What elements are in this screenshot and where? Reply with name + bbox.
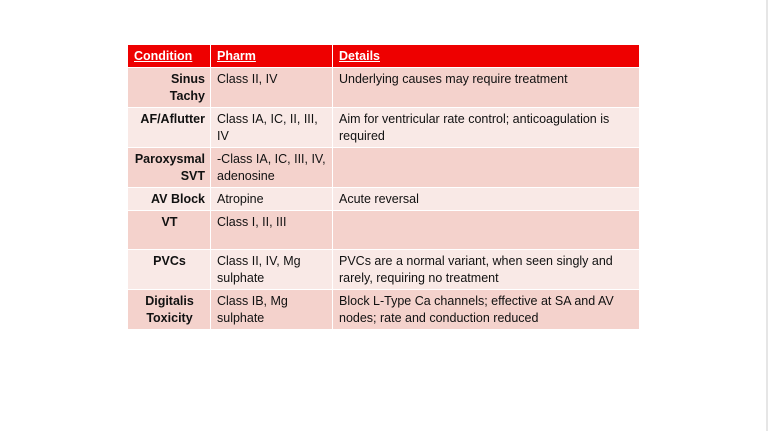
details-cell: Acute reversal <box>333 188 639 211</box>
table-row <box>128 211 639 250</box>
details-cell: PVCs are a normal variant, when seen singly and rarely, requiring no treatment <box>333 250 639 290</box>
pharm-cell: Atropine <box>211 188 333 211</box>
condition-cell: PVCs <box>128 250 211 290</box>
header-condition: Condition <box>128 45 211 68</box>
arrhythmia-table <box>128 45 639 330</box>
details-cell: Underlying causes may require treatment <box>333 68 639 108</box>
condition-cell: VT <box>128 211 211 250</box>
table-row <box>128 250 639 290</box>
condition-cell: Digitalis Toxicity <box>128 290 211 330</box>
condition-cell: AF/Aflutter <box>128 108 211 148</box>
pharm-cell: Class I, II, III <box>211 211 333 250</box>
pharm-cell: Class II, IV <box>211 68 333 108</box>
table-row <box>128 108 639 148</box>
condition-cell: Sinus Tachy <box>128 68 211 108</box>
table-row <box>128 188 639 211</box>
details-cell: Block L-Type Ca channels; effective at SA and AV nodes; rate and conduction reduced <box>333 290 639 330</box>
header-details: Details <box>333 45 639 68</box>
condition-cell: Paroxysmal SVT <box>128 148 211 188</box>
condition-cell: AV Block <box>128 188 211 211</box>
header-pharm: Pharm <box>211 45 333 68</box>
table-row <box>128 68 639 108</box>
pharm-cell: -Class IA, IC, III, IV, adenosine <box>211 148 333 188</box>
details-cell <box>333 148 639 188</box>
details-cell <box>333 211 639 250</box>
details-cell: Aim for ventricular rate control; anticoagulation is required <box>333 108 639 148</box>
table-row <box>128 148 639 188</box>
table-header-row <box>128 45 639 68</box>
pharm-cell: Class IA, IC, II, III, IV <box>211 108 333 148</box>
table-row <box>128 290 639 330</box>
pharm-cell: Class II, IV, Mg sulphate <box>211 250 333 290</box>
pharm-cell: Class IB, Mg sulphate <box>211 290 333 330</box>
